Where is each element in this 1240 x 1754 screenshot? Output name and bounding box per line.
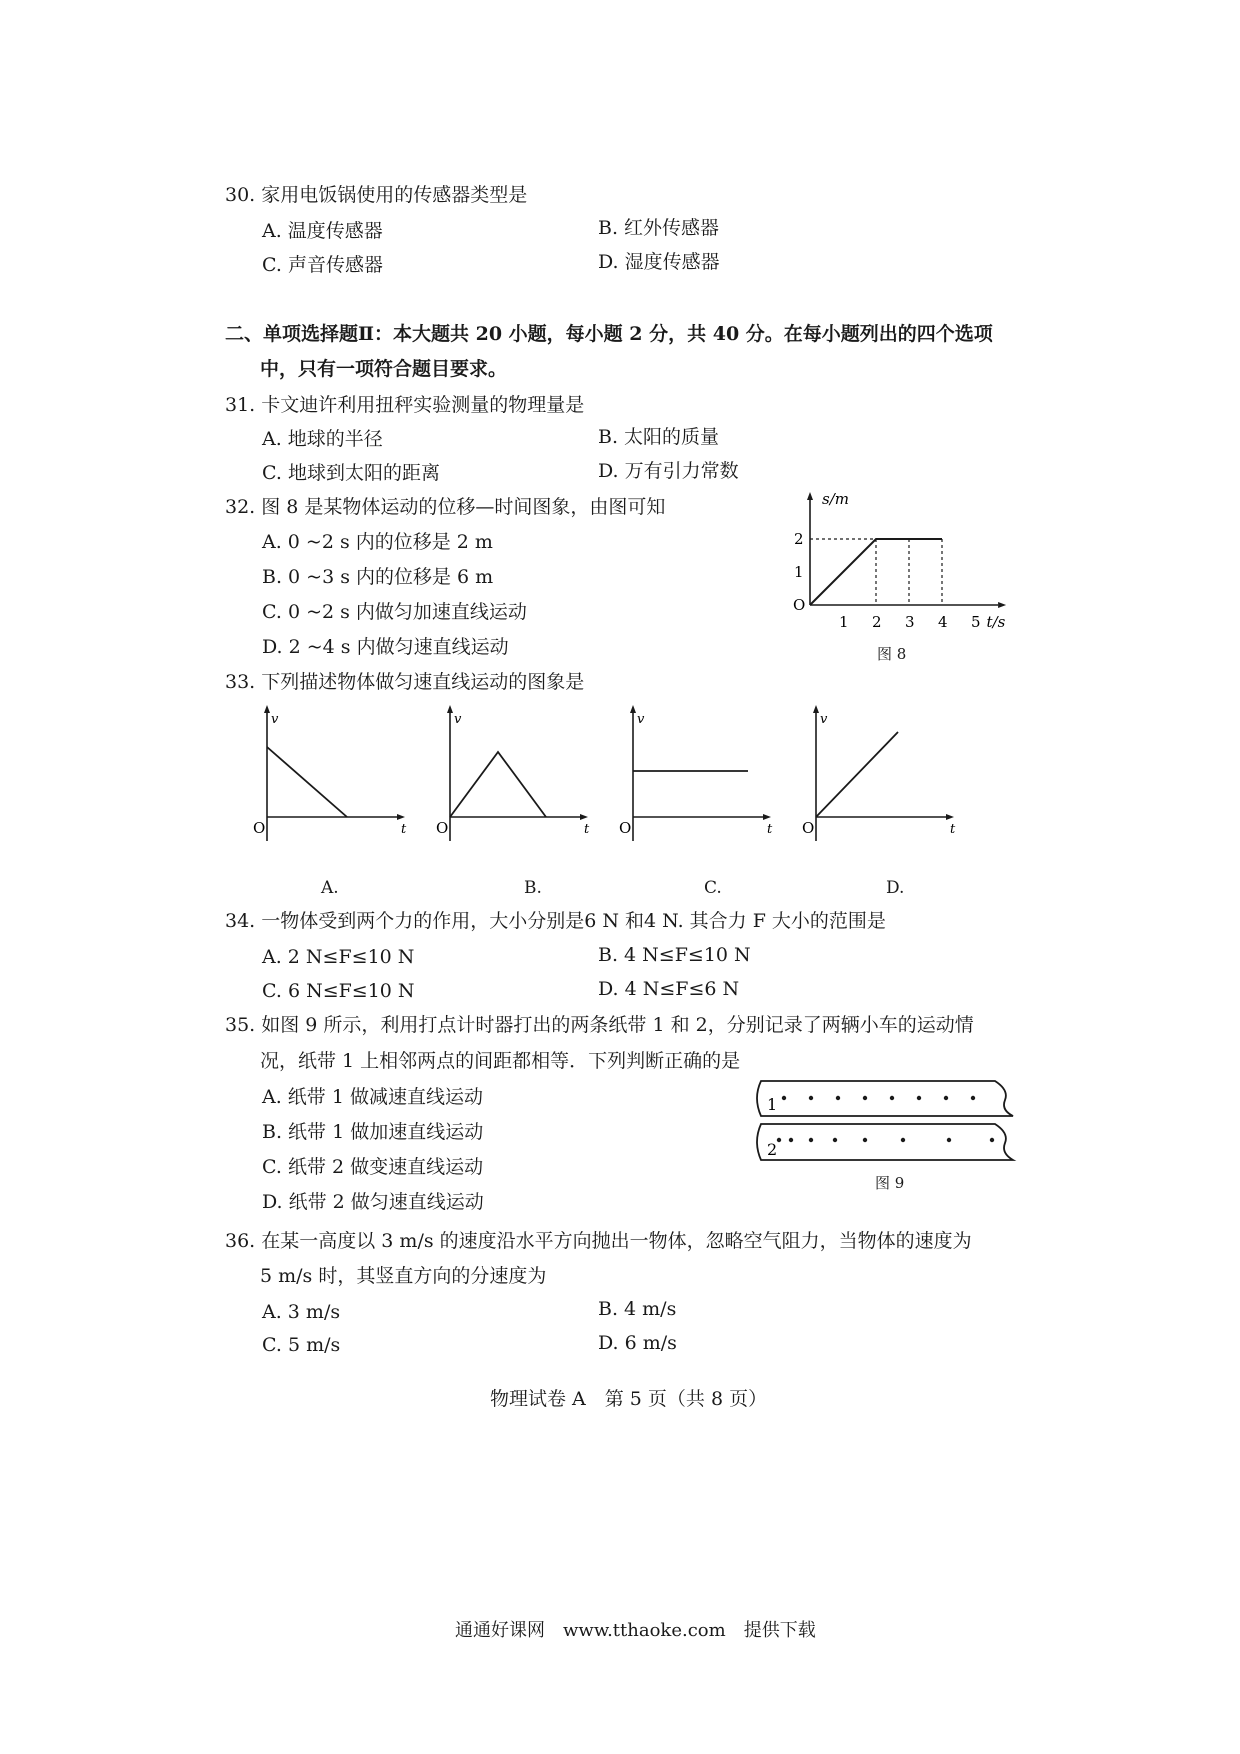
- q33-vt-graphs: [255, 705, 985, 855]
- q36-stem-line2: 5 m/s 时，其竖直方向的分速度为: [260, 1265, 547, 1287]
- vt-origin-label: O: [802, 819, 815, 837]
- q31-option-c: C. 地球到太阳的距离: [262, 462, 440, 484]
- q34-stem: 34. 一物体受到两个力的作用，大小分别是6 N 和4 N. 其合力 F 大小的范围是: [225, 910, 886, 932]
- q33-stem: 33. 下列描述物体做匀速直线运动的图象是: [225, 671, 585, 693]
- q36-option-b: B. 4 m/s: [598, 1298, 677, 1320]
- tape-1-dot: [863, 1096, 867, 1100]
- vt-curve: [267, 747, 347, 817]
- tape-2-dots: [777, 1138, 994, 1142]
- x-tick-label: 2: [872, 613, 882, 631]
- x-tick-label: 5: [971, 613, 981, 631]
- tape-1-dot: [809, 1096, 813, 1100]
- tape-1-dot: [917, 1096, 921, 1100]
- q31-option-a: A. 地球的半径: [262, 428, 383, 450]
- x-axis-label: t/s: [986, 613, 1006, 631]
- x-axis-arrow: [998, 602, 1006, 608]
- y-axis-arrow: [807, 492, 813, 500]
- q35-option-a: A. 纸带 1 做减速直线运动: [262, 1086, 483, 1108]
- q30-option-c: C. 声音传感器: [262, 254, 383, 276]
- vt-v-axis-arrow: [447, 705, 453, 713]
- q33-graph-d-label: D.: [886, 878, 905, 898]
- vt-graph-c: [619, 705, 773, 841]
- vt-v-label: v: [637, 712, 645, 727]
- q35-stem-line2: 况，纸带 1 上相邻两点的间距都相等．下列判断正确的是: [260, 1050, 741, 1072]
- q34-option-c: C. 6 N≤F≤10 N: [262, 980, 415, 1002]
- vt-t-label: t: [950, 822, 956, 837]
- section2-heading-cont: 中，只有一项符合题目要求。: [260, 358, 508, 380]
- q35-option-b: B. 纸带 1 做加速直线运动: [262, 1121, 484, 1143]
- origin-label: O: [793, 596, 806, 614]
- tape-1-dot: [782, 1096, 786, 1100]
- vt-t-axis-arrow: [580, 814, 588, 820]
- figure-9-caption: 图 9: [875, 1174, 905, 1192]
- tape-2-dot: [901, 1138, 905, 1142]
- tape-1-dot: [836, 1096, 840, 1100]
- tape-2-dot: [863, 1138, 867, 1142]
- vt-t-label: t: [767, 822, 773, 837]
- q32-option-c: C. 0 ~2 s 内做匀加速直线运动: [262, 601, 527, 623]
- vt-t-label: t: [401, 822, 407, 837]
- q36-option-c: C. 5 m/s: [262, 1334, 341, 1356]
- q33-graph-a-label: A.: [321, 878, 339, 898]
- y-axis-label: s/m: [822, 490, 849, 508]
- tape-2-dot: [990, 1138, 994, 1142]
- q30-option-d: D. 湿度传感器: [598, 251, 720, 273]
- tape-2-dot: [809, 1138, 813, 1142]
- vt-v-axis-arrow: [630, 705, 636, 713]
- vt-t-axis-arrow: [763, 814, 771, 820]
- vt-t-axis-arrow: [397, 814, 405, 820]
- q31-option-d: D. 万有引力常数: [598, 460, 739, 482]
- q34-option-d: D. 4 N≤F≤6 N: [598, 978, 740, 1000]
- vt-v-label: v: [454, 712, 462, 727]
- tape-1-dots: [782, 1096, 975, 1100]
- x-tick-label: 1: [839, 613, 849, 631]
- q32-option-d: D. 2 ~4 s 内做匀速直线运动: [262, 636, 509, 658]
- q36-option-a: A. 3 m/s: [262, 1301, 341, 1323]
- tape-2-dot: [789, 1138, 793, 1142]
- q36-option-d: D. 6 m/s: [598, 1332, 677, 1354]
- y-tick-label: 1: [794, 563, 804, 581]
- q33-graph-c-label: C.: [704, 878, 722, 898]
- tape-2-dot: [833, 1138, 837, 1142]
- vt-curve: [450, 752, 546, 817]
- q35-option-c: C. 纸带 2 做变速直线运动: [262, 1156, 484, 1178]
- vt-curve: [816, 732, 898, 817]
- tape-1-dot: [971, 1096, 975, 1100]
- y-tick-label: 2: [794, 530, 804, 548]
- q35-stem-line1: 35. 如图 9 所示，利用打点计时器打出的两条纸带 1 和 2，分别记录了两辆小车的运动情: [225, 1014, 974, 1036]
- q35-option-d: D. 纸带 2 做匀速直线运动: [262, 1191, 484, 1213]
- q32-option-a: A. 0 ~2 s 内的位移是 2 m: [262, 531, 493, 553]
- q30-option-a: A. 温度传感器: [262, 220, 383, 242]
- q31-option-b: B. 太阳的质量: [598, 426, 720, 448]
- vt-v-label: v: [271, 712, 279, 727]
- q31-stem: 31. 卡文迪许利用扭秤实验测量的物理量是: [225, 394, 585, 416]
- figure-8-caption: 图 8: [877, 645, 907, 663]
- vt-origin-label: O: [253, 819, 266, 837]
- q34-option-b: B. 4 N≤F≤10 N: [598, 944, 751, 966]
- tape-1-dot: [890, 1096, 894, 1100]
- q30-stem: 30. 家用电饭锅使用的传感器类型是: [225, 184, 528, 206]
- watermark-text: 通通好课网 www.tthaoke.com 提供下载: [455, 1620, 816, 1641]
- tape-2-label: 2: [767, 1140, 778, 1159]
- vt-t-label: t: [584, 822, 590, 837]
- x-tick-label: 3: [905, 613, 915, 631]
- vt-graph-a: [253, 705, 407, 841]
- q32-stem: 32. 图 8 是某物体运动的位移—时间图象，由图可知: [225, 496, 666, 518]
- tape-2: [757, 1124, 1013, 1160]
- tape-2-dot: [947, 1138, 951, 1142]
- page-footer: 物理试卷 A 第 5 页（共 8 页）: [490, 1388, 768, 1410]
- figure-8-st-graph: [780, 490, 1040, 640]
- q34-option-a: A. 2 N≤F≤10 N: [262, 946, 415, 968]
- vt-v-axis-arrow: [264, 705, 270, 713]
- q36-stem-line1: 36. 在某一高度以 3 m/s 的速度沿水平方向抛出一物体，忽略空气阻力，当物体的速度为: [225, 1230, 972, 1252]
- vt-origin-label: O: [436, 819, 449, 837]
- vt-v-axis-arrow: [813, 705, 819, 713]
- vt-t-axis-arrow: [946, 814, 954, 820]
- tape-1-label: 1: [767, 1095, 778, 1114]
- tape-2-dot: [777, 1138, 781, 1142]
- q32-option-b: B. 0 ~3 s 内的位移是 6 m: [262, 566, 494, 588]
- tape-1-dot: [944, 1096, 948, 1100]
- vt-origin-label: O: [619, 819, 632, 837]
- q33-graph-b-label: B.: [524, 878, 542, 898]
- q30-option-b: B. 红外传感器: [598, 217, 720, 239]
- vt-graph-b: [436, 705, 590, 841]
- vt-v-label: v: [820, 712, 828, 727]
- section2-heading: 二、单项选择题Ⅱ：本大题共 20 小题，每小题 2 分，共 40 分。在每小题列出的四个选项: [225, 323, 993, 345]
- vt-graph-d: [802, 705, 956, 841]
- x-tick-label: 4: [938, 613, 948, 631]
